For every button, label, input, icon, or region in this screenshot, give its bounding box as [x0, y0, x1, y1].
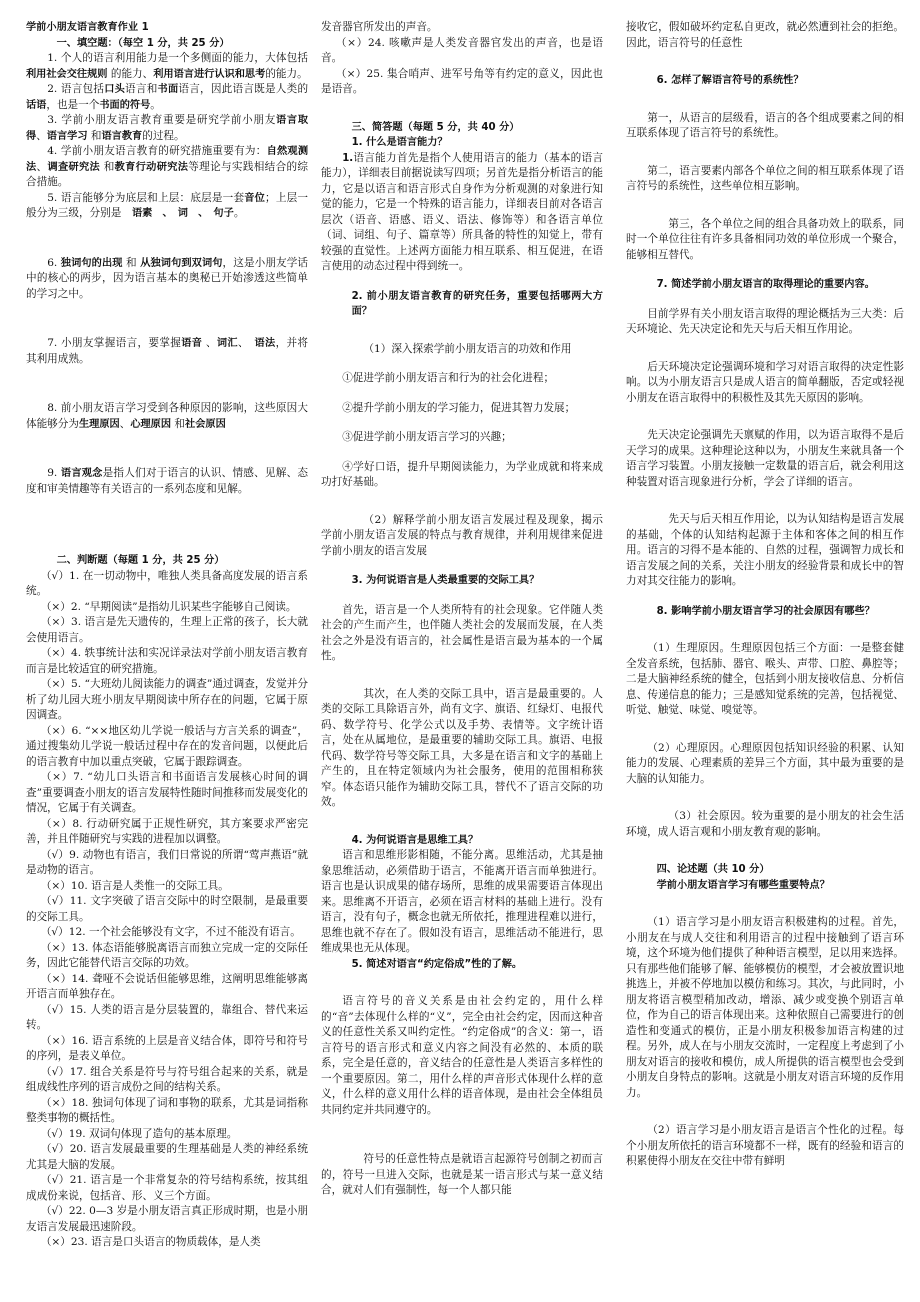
spacer — [321, 811, 603, 833]
paragraph — [626, 741, 904, 788]
text-run: 先天决定论强调先天禀赋的作用，以为语言取得不是后天学习的成果。这种理论这种以为，小朋友生来就具备一个语言学习装置。小朋友接触一定数量的语言后，就会利用这种装置对语言现象进行分析，学会了详细的语言。 — [626, 429, 904, 488]
text-run: 。 — [233, 207, 245, 219]
spacer — [626, 195, 904, 217]
text-run: （×）18. 独词句体现了词和事物的联系，尤其是词指称整类事物的概括性。 — [26, 1096, 308, 1124]
section-heading — [321, 573, 603, 589]
text-run: （2）心理原因。心理原因包括知识经验的积累、认知能力的发展、心理素质的差异三个方面，其中最为重要的是大脑的认知能力。 — [626, 741, 904, 785]
text-run: （√）15. 人类的语言是分层装置的，靠组合、替代来运转。 — [26, 1003, 308, 1031]
bold-run: 4. 为何说语言是思维工具？ — [351, 834, 479, 846]
paragraph — [26, 82, 308, 113]
spacer — [321, 275, 603, 289]
paragraph — [626, 111, 904, 142]
spacer — [321, 98, 603, 120]
text-run: （√）21. 语言是一个非常复杂的符号结构系统，按其组成成份来说，包括音、形、义三个方面。 — [26, 1174, 308, 1202]
text-run: （×）3. 语言是先天遗传的，生理上正常的孩子，长大就会使用语言。 — [26, 616, 308, 644]
text-run: （×）4. 轶事统计法和实况详录法对学前小朋友语言教育而言是比较适宜的研究措施。 — [26, 647, 308, 675]
paragraph — [26, 336, 308, 367]
bold-run: 1. 什么是语言能力？ — [351, 137, 448, 148]
paragraph — [26, 615, 308, 646]
spacer — [26, 531, 308, 553]
paragraph — [26, 1142, 308, 1173]
paragraph — [626, 809, 904, 840]
paragraph — [321, 513, 603, 560]
paragraph — [26, 1173, 308, 1204]
paragraph — [321, 401, 603, 417]
spacer — [26, 367, 308, 401]
text-run: 语言和 — [125, 83, 158, 95]
section-heading — [321, 135, 603, 151]
text-run: ；上层一般分为三级，分别是 — [26, 191, 308, 219]
spacer — [626, 840, 904, 862]
paragraph — [321, 67, 603, 98]
bold-run: 书面 — [157, 84, 179, 95]
text-run: 和 — [100, 160, 115, 173]
paragraph — [26, 191, 308, 222]
paragraph — [626, 217, 904, 264]
paragraph — [626, 1123, 904, 1170]
text-run: 6. — [47, 256, 61, 269]
text-run: 3. 学前小朋友语言教育重要是研究学前小朋友 — [47, 114, 277, 126]
text-run: （×）6. “××地区幼儿学说一般话与方言关系的调查”，通过搜集幼儿学说一般话过程中存在的发音问题，以便此后的语言教育中加以重点突破，它属于跟踪调查。 — [26, 724, 308, 768]
text-run: 和 — [171, 417, 186, 430]
text-run: 4. 学前小朋友语言教育的研究措施重要有为： — [47, 145, 267, 157]
bold-run: 利用语言进行认识和思考 — [153, 68, 266, 80]
section-heading — [626, 73, 904, 89]
paragraph — [321, 342, 603, 358]
paragraph — [321, 848, 603, 957]
spacer — [321, 665, 603, 687]
text-run: 和 — [87, 129, 102, 142]
bold-run: 教育行动研究法 — [114, 161, 189, 173]
paragraph — [26, 256, 308, 303]
paragraph — [321, 687, 603, 811]
text-run: 后天环境决定论强调环境和学习对语言取得的决定性影响。以为小朋友语言只是成人语言的简单翻版，否定或轻视小朋友在语言取得中的积极性及其先天原因的影响。 — [626, 360, 904, 404]
text-run: ②提升学前小朋友的学习能力，促进其智力发展； — [342, 401, 576, 414]
paragraph — [321, 994, 603, 1118]
spacer — [626, 1101, 904, 1123]
text-run: 第二，语言要素内部各个单位之间的相互联系体现了语言符号的系统性，这些单位相互影响。 — [626, 164, 904, 192]
bold-run: 话语 — [26, 99, 47, 111]
paragraph — [26, 1096, 308, 1127]
text-run: 、 — [119, 417, 131, 430]
text-run: 其次，在人类的交际工具中，语言是最重要的。人类的交际工具除语言外，尚有文字、旗语、红绿灯、电报代码、数学符号、化学公式以及手势、表情等。文字统计语言，处在从属地位，是最重要的辅助交际工具。旗语、电报代码、数学符号等交际工具，大多是在语言和文字的基础上产生的，且在特定领域内为社会服务，使用的范围相称狭窄。体态语只能作为辅助交际工具，替代不了语言交际的功效。 — [321, 687, 603, 808]
bold-run: 2. 前小朋友语言教育的研究任务，重要包括哪两大方面？ — [351, 290, 603, 317]
text-run: （1）深入探索学前小朋友语言的功效和作用 — [363, 342, 572, 355]
text-run: （√）20. 语言发展最重要的生理基础是人类的神经系统尤其是大脑的发展。 — [26, 1143, 308, 1171]
paragraph — [26, 848, 308, 879]
spacer — [321, 1118, 603, 1152]
text-run: 。 — [150, 98, 161, 111]
bold-run: 独词句的出现 — [60, 257, 123, 269]
bold-run: 生理原因 — [78, 418, 120, 430]
section-heading — [321, 833, 603, 849]
bold-run: 3. 为何说语言是人类最重要的交际工具？ — [351, 575, 540, 586]
text-run: 第一，从语言的层级看，语言的各个组成要素之间的相互联系体现了语言符号的系统性。 — [626, 111, 904, 139]
bold-run: 学前小朋友语言学习有哪些重要特点？ — [656, 879, 830, 891]
paragraph — [26, 1127, 308, 1143]
paragraph — [321, 36, 603, 67]
bold-run: 7. 简述学前小朋友语言的取得理论的重要内容。 — [656, 279, 875, 290]
spacer — [321, 446, 603, 460]
paragraph — [26, 724, 308, 771]
spacer — [321, 357, 603, 371]
section-heading — [321, 120, 603, 136]
text-run: （√）11. 文字突破了语言交际中的时空限制，是最重要的交际工具。 — [26, 895, 308, 923]
text-run: 、 — [237, 337, 255, 349]
paragraph — [26, 1204, 308, 1235]
text-run: 等理论与实践相结合的综合措施。 — [26, 160, 309, 188]
text-run: ④学好口语，提升早期阅读能力，为学业成就和将来成功打好基础。 — [321, 460, 603, 488]
text-run: （×）10. 语言是人类惟一的交际工具。 — [40, 879, 229, 892]
text-run: ，也是一个 — [46, 98, 100, 111]
paragraph — [26, 925, 308, 941]
spacer — [626, 619, 904, 641]
text-run: （√）12. 一个社会能够没有文字，不过不能没有语言。 — [40, 926, 301, 938]
text-run: （×）25. 集合哨声、进军号角等有约定的意义，因此也是语音。 — [321, 67, 603, 95]
bold-run: 三、简答题（每题 5 分，共 40 分） — [351, 121, 520, 133]
paragraph — [26, 1065, 308, 1096]
paragraph — [626, 428, 904, 490]
text-run: 5. 语言能够分为底层和上层：底层是一套 — [47, 191, 245, 204]
bold-run: 从独词句到双词句 — [140, 257, 223, 269]
bold-run: 一、填空题：（每空 1 分，共 25 分） — [56, 37, 230, 49]
section-heading — [626, 604, 904, 620]
text-run: （3）社会原因。较为重要的是小朋友的社会生活环境，成人语言观和小朋友教育观的影响。 — [626, 810, 904, 838]
paragraph — [26, 144, 308, 191]
text-run: ③促进学前小朋友语言学习的兴趣； — [342, 431, 512, 443]
text-run: 符号的任意性特点是就语言起源符号创制之初而言的，符号一旦进入交际，也就是某一语言形式与某一意义结合，就对人们有强制性，每一个人都只能 — [321, 1153, 603, 1196]
text-run: （1）生理原因。生理原因包括三个方面：一是整套健全发音系统，包括肺、器官、喉头、声带、口腔、鼻腔等；二是大脑神经系统的健全，包括到小朋友接收信息、分析信息、传递信息的能力；三是感知觉系统的完善，包括视觉、听觉、触觉、味觉、嗅觉等。 — [626, 642, 904, 716]
text-run: 首先，语言是一个人类所特有的社会现象。它伴随人类社会的产生而产生，也伴随人类社会的发展而发展，在人类社会之外是没有语言的，社会属性是语言最为基本的一个属性。 — [321, 603, 603, 662]
text-run: 语言，因此语言既是人类的 — [178, 83, 309, 95]
spacer — [626, 51, 904, 73]
text-run: 发音器官所发出的声音。 — [321, 21, 438, 33]
paragraph — [26, 466, 308, 497]
paragraph — [321, 1152, 603, 1199]
bold-run: 5. 简述对语言“约定俗成”性的了解。 — [351, 958, 523, 970]
bold-run: 1. — [342, 152, 354, 164]
spacer — [626, 787, 904, 809]
section-heading — [626, 277, 904, 293]
paragraph — [321, 430, 603, 446]
column-right — [626, 20, 904, 1170]
section-heading — [26, 20, 308, 36]
paragraph — [26, 646, 308, 677]
text-run: ，这是小朋友学话中的核心的两步，因为语言基本的奥秘已开始渗透这些简单的学习之中。 — [26, 256, 309, 300]
text-run: 的过程。 — [142, 129, 185, 142]
bold-run: 心理原因 — [130, 418, 172, 430]
text-run: （2）解释学前小朋友语言发展过程及现象，揭示学前小朋友语言发展的特点与教育规律，并利用规律来促进学前小朋友的语言发展 — [321, 513, 603, 557]
text-run: （×）13. 体态语能够脱离语言而独立完成一定的交际任务，因此它能替代语言交际的功效。 — [26, 941, 308, 969]
paragraph — [626, 360, 904, 407]
text-run: （×）2. “早期阅读”是指幼儿识某些字能够自己阅读。 — [40, 600, 297, 613]
spacer — [626, 590, 904, 604]
bold-run: 6. 怎样了解语言符号的系统性？ — [656, 75, 804, 86]
section-heading — [626, 878, 904, 894]
text-run: 、 — [202, 337, 217, 349]
bold-run: 音位 — [244, 192, 266, 204]
section-heading — [26, 36, 308, 52]
text-run: （×）5. “大班幼儿阅读能力的调查”通过调查，发觉并分析了幼儿园大班小朋友早期阅读中所存在的问题，它属于原因调查。 — [26, 678, 308, 721]
text-run: 7. 小朋友掌握语言，要掌握 — [47, 337, 182, 349]
paragraph — [26, 972, 308, 1003]
bold-run: 语言观念 — [60, 468, 103, 479]
paragraph — [26, 401, 308, 432]
spacer — [321, 387, 603, 401]
column-middle — [321, 20, 603, 1199]
spacer — [26, 302, 308, 336]
paragraph — [626, 20, 904, 51]
paragraph — [26, 600, 308, 616]
text-run: （√）1. 在一切动物中，唯独人类具备高度发展的语言系统。 — [26, 569, 308, 597]
spacer — [626, 263, 904, 277]
text-run: （√）22. 0—3 岁是小朋友语言真正形成时期，也是小朋友语言发展最迅速阶段。 — [26, 1205, 308, 1233]
paragraph — [26, 1034, 308, 1065]
spacer — [321, 589, 603, 603]
paragraph — [26, 677, 308, 724]
text-run: （2）语言学习是小朋友语言是语言个性化的过程。每个小朋友所依托的语言环境都不一样，既有的经验和语言的积累使得小朋友在交往中带有鲜明 — [626, 1124, 904, 1167]
paragraph — [26, 879, 308, 895]
text-run: （×）7. “幼儿口头语言和书面语言发展核心时间的调查”重要调查小朋友的语言发展特性随时间推移而发展变化的情况，它属于有关调查。 — [26, 771, 308, 814]
paragraph — [26, 51, 308, 82]
paragraph — [26, 817, 308, 848]
text-run: （√）9. 动物也有语言，我们日常说的所谓“莺声燕语”就是动物的语言。 — [26, 848, 308, 876]
text-run: 8. 前小朋友语言学习受到各种原因的影响，这些原因大体能够分为 — [26, 402, 308, 430]
section-heading — [321, 289, 603, 320]
paragraph — [26, 1235, 308, 1251]
spacer — [626, 89, 904, 111]
bold-run: 语音 — [181, 338, 203, 349]
spacer — [626, 406, 904, 428]
bold-run: 8. 影响学前小朋友语言学习的社会原因有哪些？ — [656, 605, 875, 617]
paragraph — [626, 307, 904, 338]
text-run: 1. 个人的语言利用能力是一个多侧面的能力，大体包括 — [47, 52, 308, 64]
spacer — [321, 320, 603, 342]
bold-run: 语言学习 — [46, 130, 88, 142]
text-run: 、 — [36, 160, 48, 173]
text-run: （1）语言学习是小朋友语言积极建构的过程。首先，小朋友在与成人交往和利用语言的过程中接触到了语言环境，这个环境为他们提供了种种语言模型，足以用来选择。只有那些他们能够了解、能够模仿的模型，才会被放置识地挑选上，并被不停地加以模仿和练习。其次，与此同时，小朋友将语言模型稍加改动，增添、减少或变换个别语言单位，作为自己的语言体现出来。这种依照自己需要进行的创造性和变通式的模仿，正是小朋友积极参加语言构建的过程。另外，成人在与小朋友交流时，一定程度上考虑到了小朋友对语言的接收和模仿，成人所提供的语言模型也会受到小朋友自身特点的影响。这就是小朋友对语言环境的反作用力。 — [626, 916, 904, 1099]
spacer — [626, 719, 904, 741]
spacer — [626, 338, 904, 360]
bold-run: 自然观测法 — [26, 146, 309, 173]
paragraph — [26, 894, 308, 925]
text-run: 9. — [47, 467, 61, 479]
paragraph — [26, 569, 308, 600]
bold-run: 语素 、 词 、 句子 — [131, 208, 234, 219]
spacer — [321, 416, 603, 430]
spacer — [26, 222, 308, 256]
text-run: ①促进学前小朋友语言和行为的社会化进程； — [342, 372, 555, 384]
spacer — [321, 491, 603, 513]
bold-run: 词汇 — [216, 338, 238, 349]
text-run: 2. 语言包括 — [47, 83, 105, 95]
paragraph — [321, 20, 603, 36]
text-run: 目前学界有关小朋友语言取得的理论概括为三大类：后天环境论、先天决定论和先天与后天相互作用论。 — [626, 307, 904, 335]
bold-run: 口头 — [104, 84, 126, 95]
paragraph — [626, 164, 904, 195]
spacer — [626, 142, 904, 164]
text-run: 语言符号的音义关系是由社会约定的，用什么样的“音”去体现什么样的“义”，完全由社会约定，因而这种音义的任意性关系又叫约定性。“约定俗成”的含义：第一，语言符号的语言形式和意义内容之间没有必然的、本质的联系，完全是任意的，音义结合的任意性是人类语言多样性的一个重要原因。第二，用什么样的声音形式体现什么样的意义，什么样的意义用什么样的语音体现，是由社会全体组员共同约定并共同遵守的。 — [321, 995, 603, 1116]
text-run: 接收它，假如破坏约定私自更改，就必然遭到社会的拒绝。因此，语言符号的任意性 — [626, 21, 904, 49]
section-heading — [626, 862, 904, 878]
text-run: 语言能力首先是指个人使用语言的能力（基本的语言能力），详细表目前据说读写四项；另首先是指分析语言的能力，它是以语言和语言形式自身作为分析观测的对象进行知觉的能力，它是一个特殊的语言能力，详细表目前对各语言层次（语音、语感、语义、语法、修饰等）和各语言单位（词、词组、句子、篇章等）所具备的特性的知觉上，带有较强的直觉性。上述两方面能力相互联系、相互促进，在语言使用的动态过程中得到统一。 — [321, 151, 603, 272]
bold-run: 语言取得 — [26, 115, 309, 142]
text-run: 的能力、 — [107, 67, 154, 80]
paragraph — [321, 460, 603, 491]
bold-run: 四、论述题（共 10 分） — [656, 864, 770, 875]
text-run: 语言和思维形影相随，不能分离。思维活动，尤其是抽象思维活动，必须借助于语言，不能离开语言而单独进行。语言也是认识成果的储存场所，思维的成果需要语言体现出来。思维离不开语言，必须在语言材料的基础上进行。没有语言，没有句子，概念也就无所依托，推理进程难以进行，思维也就不存在了。假如没有语言，思维活动不能进行，思维成果也无从体现。 — [321, 849, 603, 954]
paragraph — [321, 151, 603, 275]
text-run: ，并将其利用成熟。 — [26, 337, 309, 365]
spacer — [626, 293, 904, 307]
text-run: 、 — [36, 129, 47, 142]
paragraph — [626, 512, 904, 590]
text-run: （×）16. 语言系统的上层是音义结合体，即符号和符号的序列，是表义单位。 — [26, 1034, 308, 1062]
paragraph — [26, 770, 308, 817]
text-run: 第三，各个单位之间的组合具备功效上的联系，同时一个单位往往有许多具备相同功效的单位形成一个聚合，能够相互替代。 — [626, 217, 904, 261]
spacer — [626, 893, 904, 915]
bold-run: 学前小朋友语言教育作业 1 — [26, 22, 149, 33]
paragraph — [626, 641, 904, 719]
spacer — [321, 972, 603, 994]
bold-run: 调查研究法 — [47, 161, 101, 173]
text-run: 和 — [122, 256, 141, 269]
bold-run: 书面的符号 — [99, 99, 151, 111]
paragraph — [26, 941, 308, 972]
text-run: （√）19. 双词句体现了造句的基本原理。 — [40, 1127, 238, 1140]
paragraph — [26, 113, 308, 144]
bold-run: 语法 — [254, 338, 276, 349]
text-run: （×）23. 语言是口头语言的物质载体，是人类 — [40, 1236, 261, 1248]
text-run: （√）17. 组合关系是符号与符号组合起来的关系，就是组成线性序列的语言成份之间的结构关系。 — [26, 1065, 308, 1093]
section-heading — [26, 553, 308, 569]
paragraph — [321, 371, 603, 387]
paragraph — [26, 1003, 308, 1034]
spacer — [626, 490, 904, 512]
spacer — [26, 432, 308, 466]
bold-run: 语言教育 — [101, 130, 143, 142]
section-heading — [321, 957, 603, 973]
spacer — [321, 559, 603, 573]
text-run: 先天与后天相互作用论，以为认知结构是语言发展的基础，个体的认知结构起源于主体和客体之间的相互作用。语言的习得不是本能的、自然的过程，强调智力成长和语言发展之间的关系，关注小朋友的经验背景和成长中的智力对其交往能力的影响。 — [626, 513, 904, 587]
paragraph — [321, 603, 603, 665]
text-run: （×）14. 聋哑不会说话但能够思维，这阐明思维能够离开语言而单独存在。 — [26, 972, 308, 1000]
spacer — [26, 497, 308, 531]
paragraph — [626, 915, 904, 1101]
text-run: 是指人们对于语言的认识、情感、见解、态度和审美情趣等有关语言的一系列态度和见解。 — [26, 467, 309, 495]
text-run: 的能力。 — [265, 67, 308, 80]
column-left — [26, 20, 308, 1251]
text-run: （×）8. 行动研究属于正规性研究，其方案要求严密完善，并且伴随研究与实践的进程加以调整。 — [26, 817, 308, 845]
text-run: （×）24. 咳嗽声是人类发音器官发出的声音，也是语音。 — [321, 36, 603, 64]
bold-run: 利用社会交往规则 — [26, 68, 108, 80]
bold-run: 社会原因 — [185, 418, 226, 430]
bold-run: 二、判断题（每题 1 分，共 25 分） — [56, 555, 225, 566]
